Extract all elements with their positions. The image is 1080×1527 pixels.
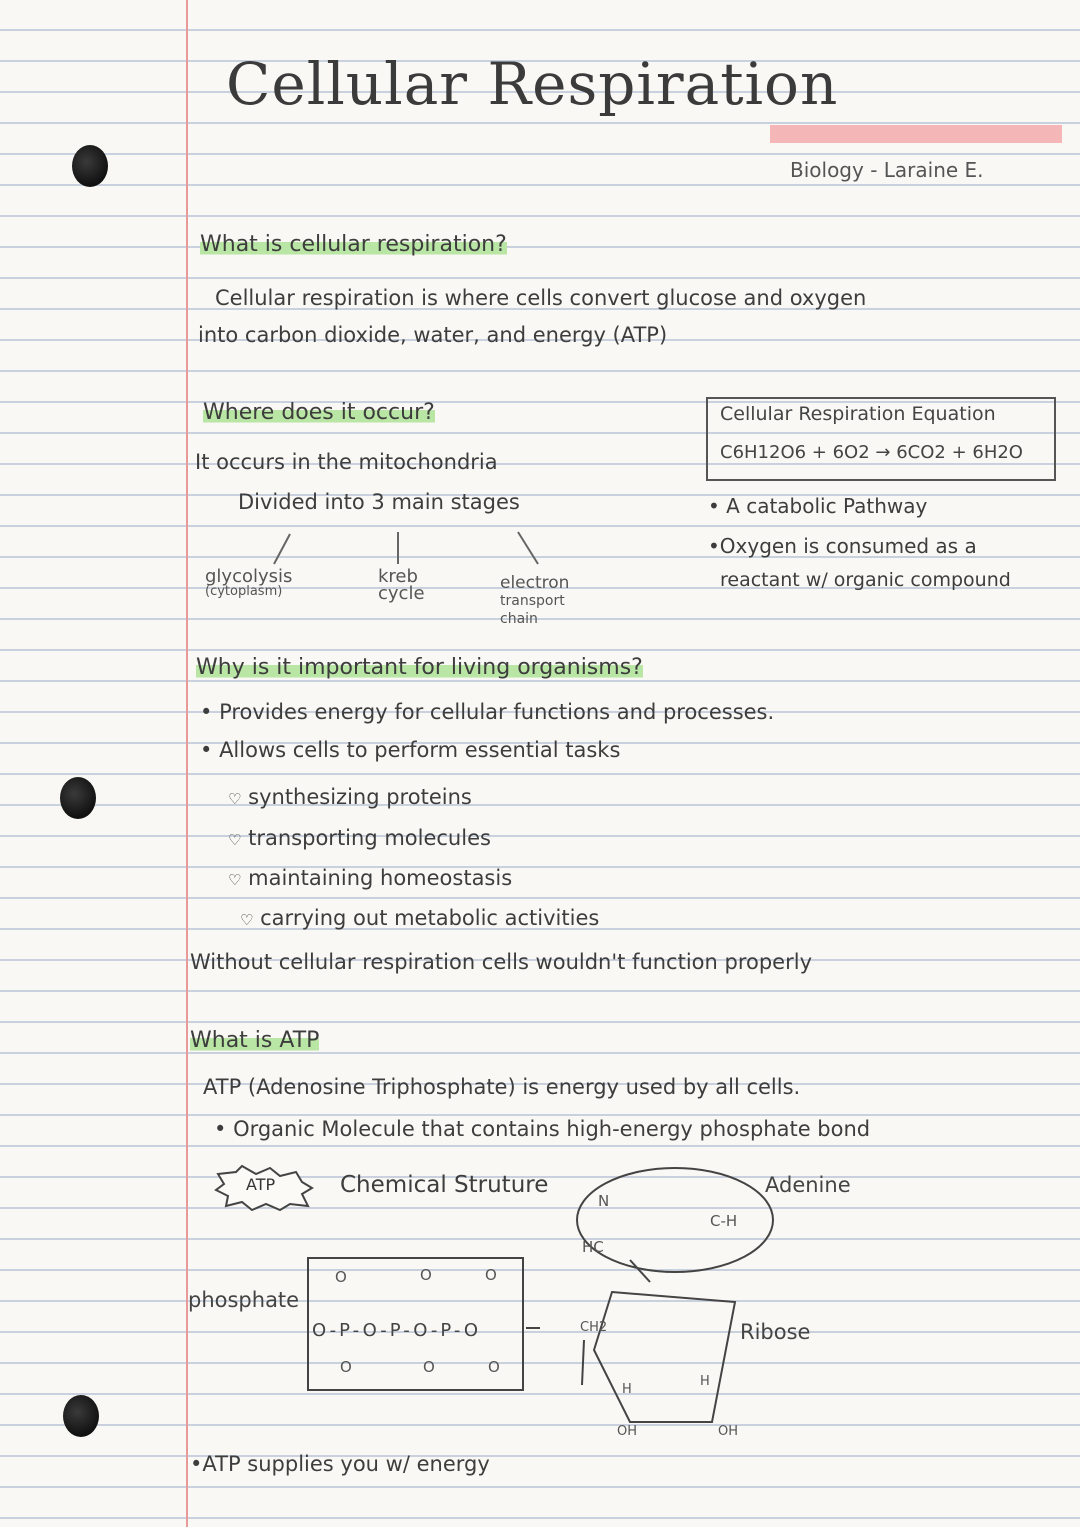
stage-glycolysis: glycolysis (cytoplasm)	[205, 566, 293, 599]
atp-definition: ATP (Adenosine Triphosphate) is energy used by all cells.	[203, 1075, 801, 1099]
page-subtitle: Biology - Laraine E.	[790, 158, 984, 182]
punch-hole	[72, 145, 108, 187]
ribose-oh: OH	[718, 1424, 739, 1439]
phosphate-bottom-oxygen: O	[423, 1358, 435, 1376]
importance-bullet: • Provides energy for cellular functions and processes.	[200, 700, 775, 724]
equation-bullet: •Oxygen is consumed as a	[708, 534, 977, 558]
punch-hole	[63, 1395, 99, 1437]
equation-formula: C6H12O6 + 6O2 → 6CO2 + 6H2O	[720, 442, 1023, 463]
ribose-h: H	[622, 1382, 632, 1397]
ribose-h: H	[700, 1374, 710, 1389]
task-item: ♡ transporting molecules	[228, 826, 491, 850]
adenine-n: N	[598, 1192, 610, 1210]
task-item: ♡ maintaining homeostasis	[228, 866, 513, 890]
importance-conclusion: Without cellular respiration cells wouldn't function properly	[190, 950, 813, 974]
respiration-definition-line2: into carbon dioxide, water, and energy (ATP)	[198, 323, 668, 347]
phosphate-label: phosphate	[188, 1288, 300, 1312]
question-what-is-respiration: What is cellular respiration?	[200, 232, 507, 257]
atp-badge-label: ATP	[246, 1175, 276, 1194]
phosphate-bottom-oxygen: O	[488, 1358, 500, 1376]
phosphate-top-oxygen: O	[335, 1268, 347, 1286]
task-item: ♡ carrying out metabolic activities	[240, 906, 600, 930]
atp-structure-diagram	[300, 1160, 840, 1460]
ribose-label: Ribose	[740, 1320, 811, 1344]
question-what-is-atp: What is ATP	[190, 1028, 320, 1053]
stage-kreb-cycle: kreb cycle	[378, 566, 425, 604]
adenine-label: Adenine	[765, 1173, 851, 1197]
stage-branch-lines	[270, 528, 550, 570]
adenine-ch: C-H	[710, 1212, 738, 1230]
adenine-hc: HC	[582, 1238, 604, 1256]
question-where-occur: Where does it occur?	[203, 400, 435, 425]
question-why-important: Why is it important for living organisms?	[196, 655, 643, 680]
atp-footer-note: •ATP supplies you w/ energy	[190, 1452, 490, 1476]
phosphate-chain: O-P-O-P-O-P-O	[312, 1320, 482, 1341]
phosphate-top-oxygen: O	[420, 1266, 432, 1284]
importance-bullet: • Allows cells to perform essential tasks	[200, 738, 621, 762]
task-item: ♡ synthesizing proteins	[228, 785, 472, 809]
title-accent-bar	[770, 125, 1062, 143]
equation-bullet: • A catabolic Pathway	[708, 494, 928, 518]
stages-line: Divided into 3 main stages	[238, 490, 520, 514]
ch2-label: CH2	[580, 1320, 608, 1335]
location-line: It occurs in the mitochondria	[195, 450, 498, 474]
stage-electron-transport: electron transport chain	[500, 573, 570, 627]
respiration-definition-line1: Cellular respiration is where cells convert glucose and oxygen	[215, 286, 867, 310]
phosphate-bottom-oxygen: O	[340, 1358, 352, 1376]
phosphate-top-oxygen: O	[485, 1266, 497, 1284]
ribose-oh: OH	[617, 1424, 638, 1439]
atp-bullet: • Organic Molecule that contains high-energy phosphate bond	[214, 1117, 871, 1141]
equation-bullet-continued: reactant w/ organic compound	[720, 569, 1011, 591]
equation-title: Cellular Respiration Equation	[720, 403, 996, 425]
equation-box	[706, 397, 1056, 481]
punch-hole	[60, 777, 96, 819]
page-title: Cellular Respiration	[226, 50, 839, 118]
chemical-structure-label: Chemical Struture	[340, 1172, 549, 1198]
